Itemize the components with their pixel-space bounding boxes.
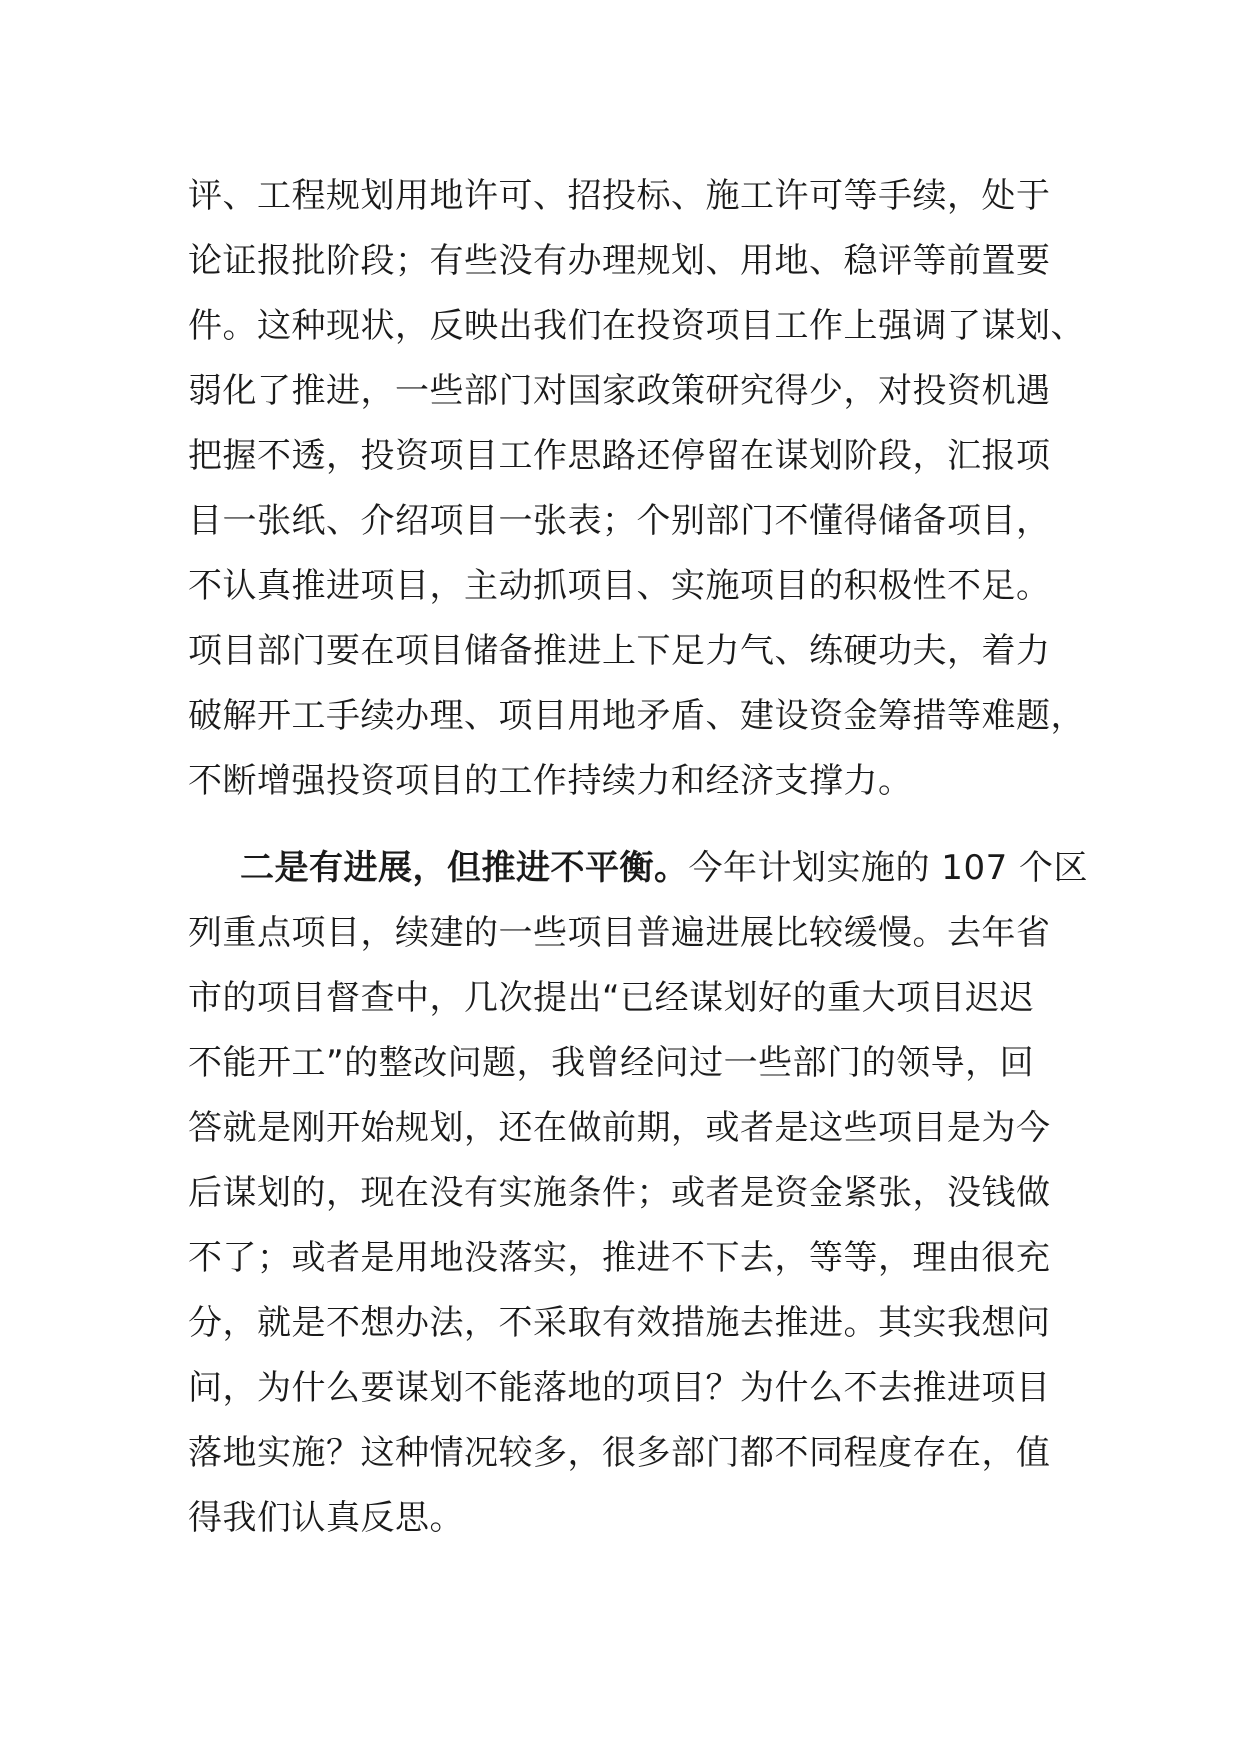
paragraph-2-first-line-text: 今年计划实施的 107 个区: [688, 848, 1089, 888]
paragraph-2-line: 落地实施？这种情况较多，很多部门都不同程度存在，值: [188, 1433, 1051, 1473]
paragraph-1-line: 弱化了推进，一些部门对国家政策研究得少，对投资机遇: [188, 371, 1051, 411]
paragraph-1-line: 件。这种现状，反映出我们在投资项目工作上强调了谋划、: [188, 306, 1085, 346]
paragraph-1-line: 项目部门要在项目储备推进上下足力气、练硬功夫，着力: [188, 631, 1051, 671]
paragraph-2-first-line: [188, 836, 1089, 901]
paragraph-1-line: 不认真推进项目，主动抓项目、实施项目的积极性不足。: [188, 566, 1051, 606]
paragraph-2-line: 市的项目督查中，几次提出“已经谋划好的重大项目迟迟: [188, 978, 1035, 1018]
paragraph-2-line: 列重点项目，续建的一些项目普遍进展比较缓慢。去年省: [188, 913, 1051, 953]
paragraph-1-line: 评、工程规划用地许可、招投标、施工许可等手续，处于: [188, 176, 1051, 216]
paragraph-1-line: 目一张纸、介绍项目一张表；个别部门不懂得储备项目，: [188, 501, 1051, 541]
paragraph-1-line: 破解开工手续办理、项目用地矛盾、建设资金筹措等难题，: [188, 696, 1085, 736]
paragraph-2-line: 答就是刚开始规划，还在做前期，或者是这些项目是为今: [188, 1108, 1051, 1148]
paragraph-1-line: 把握不透，投资项目工作思路还停留在谋划阶段，汇报项: [188, 436, 1051, 476]
paragraph-2-line: 分，就是不想办法，不采取有效措施去推进。其实我想问: [188, 1303, 1051, 1343]
paragraph-2-line: 后谋划的，现在没有实施条件；或者是资金紧张，没钱做: [188, 1173, 1051, 1213]
paragraph-2: [188, 836, 1089, 1551]
paragraph-2-line: 得我们认真反思。: [188, 1498, 464, 1538]
paragraph-1-line: 不断增强投资项目的工作持续力和经济支撑力。: [188, 761, 913, 801]
paragraph-2-line: 不了；或者是用地没落实，推进不下去，等等，理由很充: [188, 1238, 1051, 1278]
paragraph-1-line: 论证报批阶段；有些没有办理规划、用地、稳评等前置要: [188, 241, 1051, 281]
paragraph-2-line: 不能开工”的整改问题，我曾经问过一些部门的领导，回: [188, 1043, 1035, 1083]
paragraph-1: [188, 164, 1085, 814]
section-heading: 二是有进展，但推进不平衡。: [240, 848, 689, 888]
paragraph-2-line: 问，为什么要谋划不能落地的项目？为什么不去推进项目: [188, 1368, 1051, 1408]
